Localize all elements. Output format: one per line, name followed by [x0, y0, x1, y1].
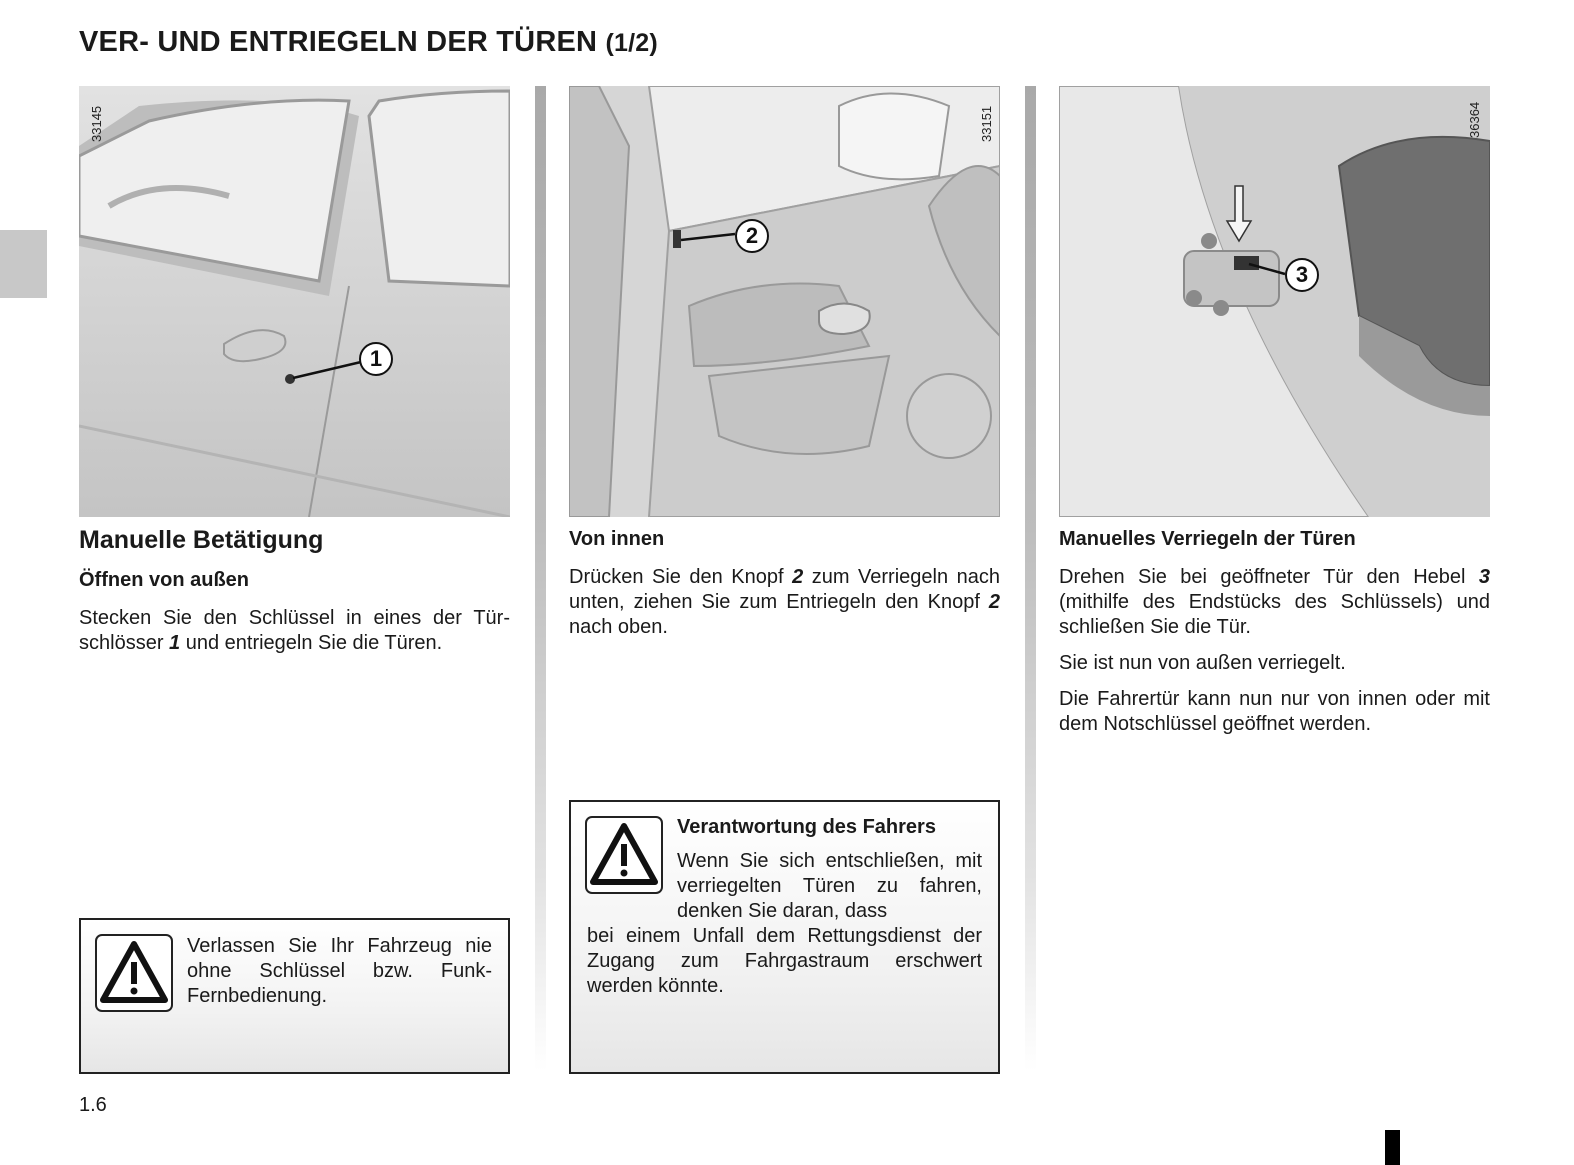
column-3-text: [1059, 528, 1490, 748]
lock-lever-illustration: [1059, 86, 1490, 517]
paragraph-open-outside: [79, 606, 510, 656]
text-span: und entriegeln Sie die Türen.: [180, 632, 443, 654]
column-rule-left: [535, 86, 546, 1071]
ref-3: 3: [1478, 566, 1490, 588]
text-span: zum Verriegeln nach unten, ziehen Sie zum Entriegeln den Knopf: [569, 566, 1000, 613]
warning-triangle-icon: [585, 816, 663, 894]
chapter-tab: [0, 230, 47, 298]
page-number: 1.6: [79, 1094, 107, 1116]
warning-text-driver-1: Wenn Sie sich entschließen, mit verriegelten Türen zu fahren, denken Sie daran, dass: [677, 850, 982, 922]
text-span: Drehen Sie bei geöffneter Tür den Hebel: [1059, 566, 1479, 588]
warning-triangle-icon: [95, 934, 173, 1012]
text-span: Stecken Sie den Schlüssel in eines der Türschlösser: [79, 607, 510, 654]
figure-door-interior: [569, 86, 1000, 517]
subheading-open-outside: Öffnen von außen: [79, 569, 249, 591]
paragraph-driver-door: Die Fahrertür kann nun nur von innen oder mit dem Notschlüssel geöffnet werden.: [1059, 688, 1490, 735]
warning-box-keys: [79, 918, 510, 1074]
section-end-mark: [1385, 1130, 1400, 1165]
column-rule-right: [1025, 86, 1036, 1071]
figure-door-exterior: [79, 86, 510, 517]
subheading-inside: Von innen: [569, 528, 665, 550]
page-title-text: VER- UND ENTRIEGELN DER TÜREN: [79, 26, 598, 58]
callout-3: 3: [1285, 258, 1319, 292]
column-1-text: [79, 526, 510, 667]
column-2-text: [569, 528, 1000, 651]
figure-lock-lever: [1059, 86, 1490, 517]
paragraph-locked-outside: Sie ist nun von außen verriegelt.: [1059, 652, 1346, 674]
figure-number: 33151: [979, 105, 994, 142]
page-title: [79, 26, 658, 59]
text-span: Drücken Sie den Knopf: [569, 566, 793, 588]
callout-1: 1: [359, 342, 393, 376]
warning-triangle-glyph: [587, 818, 661, 892]
paragraph-inside: [569, 565, 1000, 640]
callout-2: 2: [735, 219, 769, 253]
text-span: nach oben.: [569, 616, 668, 638]
warning-text-keys: Verlassen Sie Ihr Fahrzeug nie ohne Schlüssel bzw. Funk-Fernbedienung.: [187, 935, 492, 1007]
section-heading: Manuelle Betätigung: [79, 526, 324, 554]
warning-triangle-glyph: [97, 936, 171, 1010]
ref-2: 2: [792, 566, 804, 588]
page-title-suffix: (1/2): [605, 29, 658, 57]
warning-text-driver-2: bei einem Unfall dem Rettungsdienst der Zugang zum Fahrgastraum erschwert werden könnte.: [587, 925, 982, 997]
subheading-manual-lock: Manuelles Verriegeln der Türen: [1059, 528, 1356, 550]
ref-2: 2: [988, 591, 1000, 613]
warning-heading-driver: Verantwortung des Fahrers: [677, 816, 936, 838]
text-span: (mithilfe des Endstücks des Schlüssels) und schließen Sie die Tür.: [1059, 591, 1490, 638]
door-exterior-illustration: [79, 86, 510, 517]
figure-number: 33145: [89, 105, 104, 142]
warning-box-driver: [569, 800, 1000, 1074]
door-interior-illustration: [569, 86, 1000, 517]
ref-1: 1: [169, 632, 181, 654]
figure-number: 36364: [1467, 101, 1482, 138]
paragraph-manual-lock: [1059, 565, 1490, 640]
warning-header-block: [677, 816, 982, 924]
